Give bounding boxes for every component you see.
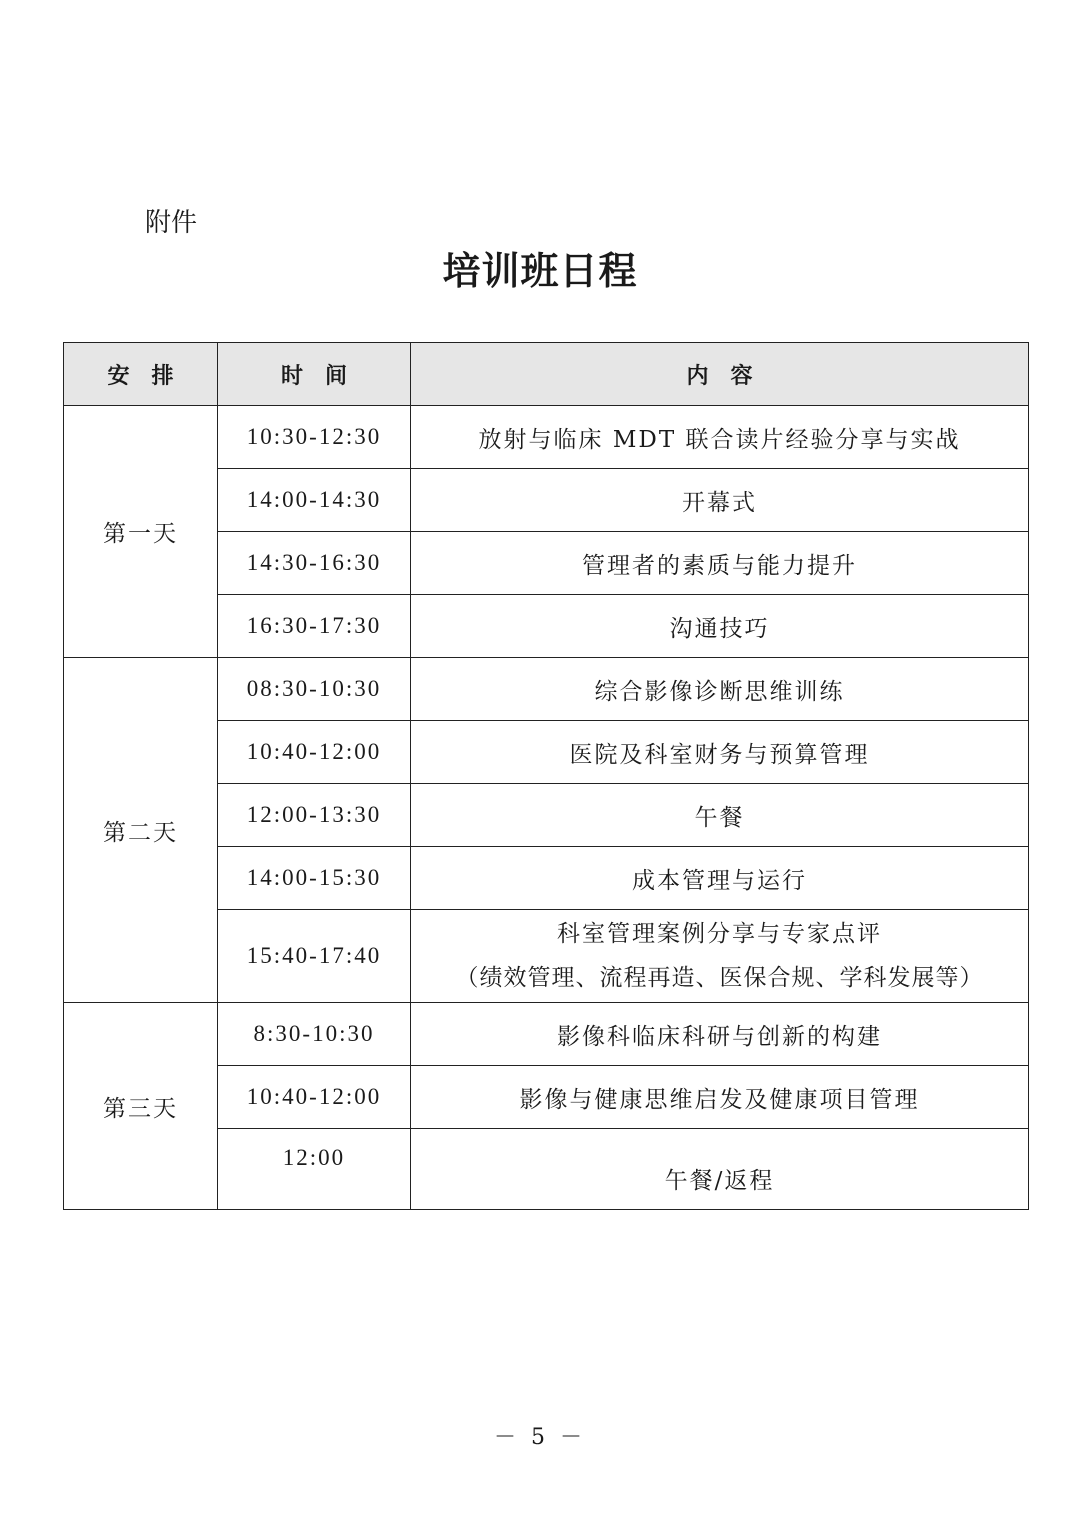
- table-row: [64, 658, 1029, 721]
- session-time: 08:30-10:30: [218, 658, 411, 721]
- day-label: 第二天: [64, 658, 218, 1003]
- session-content: [411, 910, 1029, 1003]
- session-time: 12:00: [218, 1129, 411, 1210]
- session-content-note: （绩效管理、流程再造、医保合规、学科发展等）: [455, 965, 984, 991]
- table-row: [64, 1003, 1029, 1066]
- session-content: 管理者的素质与能力提升: [411, 532, 1029, 595]
- table-row: [64, 406, 1029, 469]
- session-content: 放射与临床 MDT 联合读片经验分享与实战: [411, 406, 1029, 469]
- session-content: 成本管理与运行: [411, 847, 1029, 910]
- session-content: 综合影像诊断思维训练: [411, 658, 1029, 721]
- session-content: 沟通技巧: [411, 595, 1029, 658]
- session-time: 10:40-12:00: [218, 721, 411, 784]
- page-title: 培训班日程: [442, 249, 638, 293]
- day-label: 第一天: [64, 406, 218, 658]
- session-content: 午餐/返程: [411, 1129, 1029, 1210]
- schedule-table: [63, 342, 1029, 1210]
- session-content: 午餐: [411, 784, 1029, 847]
- session-time: 15:40-17:40: [218, 910, 411, 1003]
- session-time: 14:00-14:30: [218, 469, 411, 532]
- attachment-label: 附件: [145, 208, 198, 238]
- session-time: 16:30-17:30: [218, 595, 411, 658]
- day-label: 第三天: [64, 1003, 218, 1210]
- session-time: 12:00-13:30: [218, 784, 411, 847]
- header-arrangement: 安 排: [64, 343, 218, 406]
- page-number: － 5 －: [494, 1425, 586, 1450]
- session-content: 开幕式: [411, 469, 1029, 532]
- session-time: 10:40-12:00: [218, 1066, 411, 1129]
- header-content: 内 容: [411, 343, 1029, 406]
- session-time: 10:30-12:30: [218, 406, 411, 469]
- session-time: 14:00-15:30: [218, 847, 411, 910]
- header-time: 时 间: [218, 343, 411, 406]
- session-content: 影像科临床科研与创新的构建: [411, 1003, 1029, 1066]
- table-header-row: [64, 343, 1029, 406]
- session-time: 8:30-10:30: [218, 1003, 411, 1066]
- session-content-line: 科室管理案例分享与专家点评: [557, 921, 882, 947]
- session-content: 医院及科室财务与预算管理: [411, 721, 1029, 784]
- session-time: 14:30-16:30: [218, 532, 411, 595]
- session-content: 影像与健康思维启发及健康项目管理: [411, 1066, 1029, 1129]
